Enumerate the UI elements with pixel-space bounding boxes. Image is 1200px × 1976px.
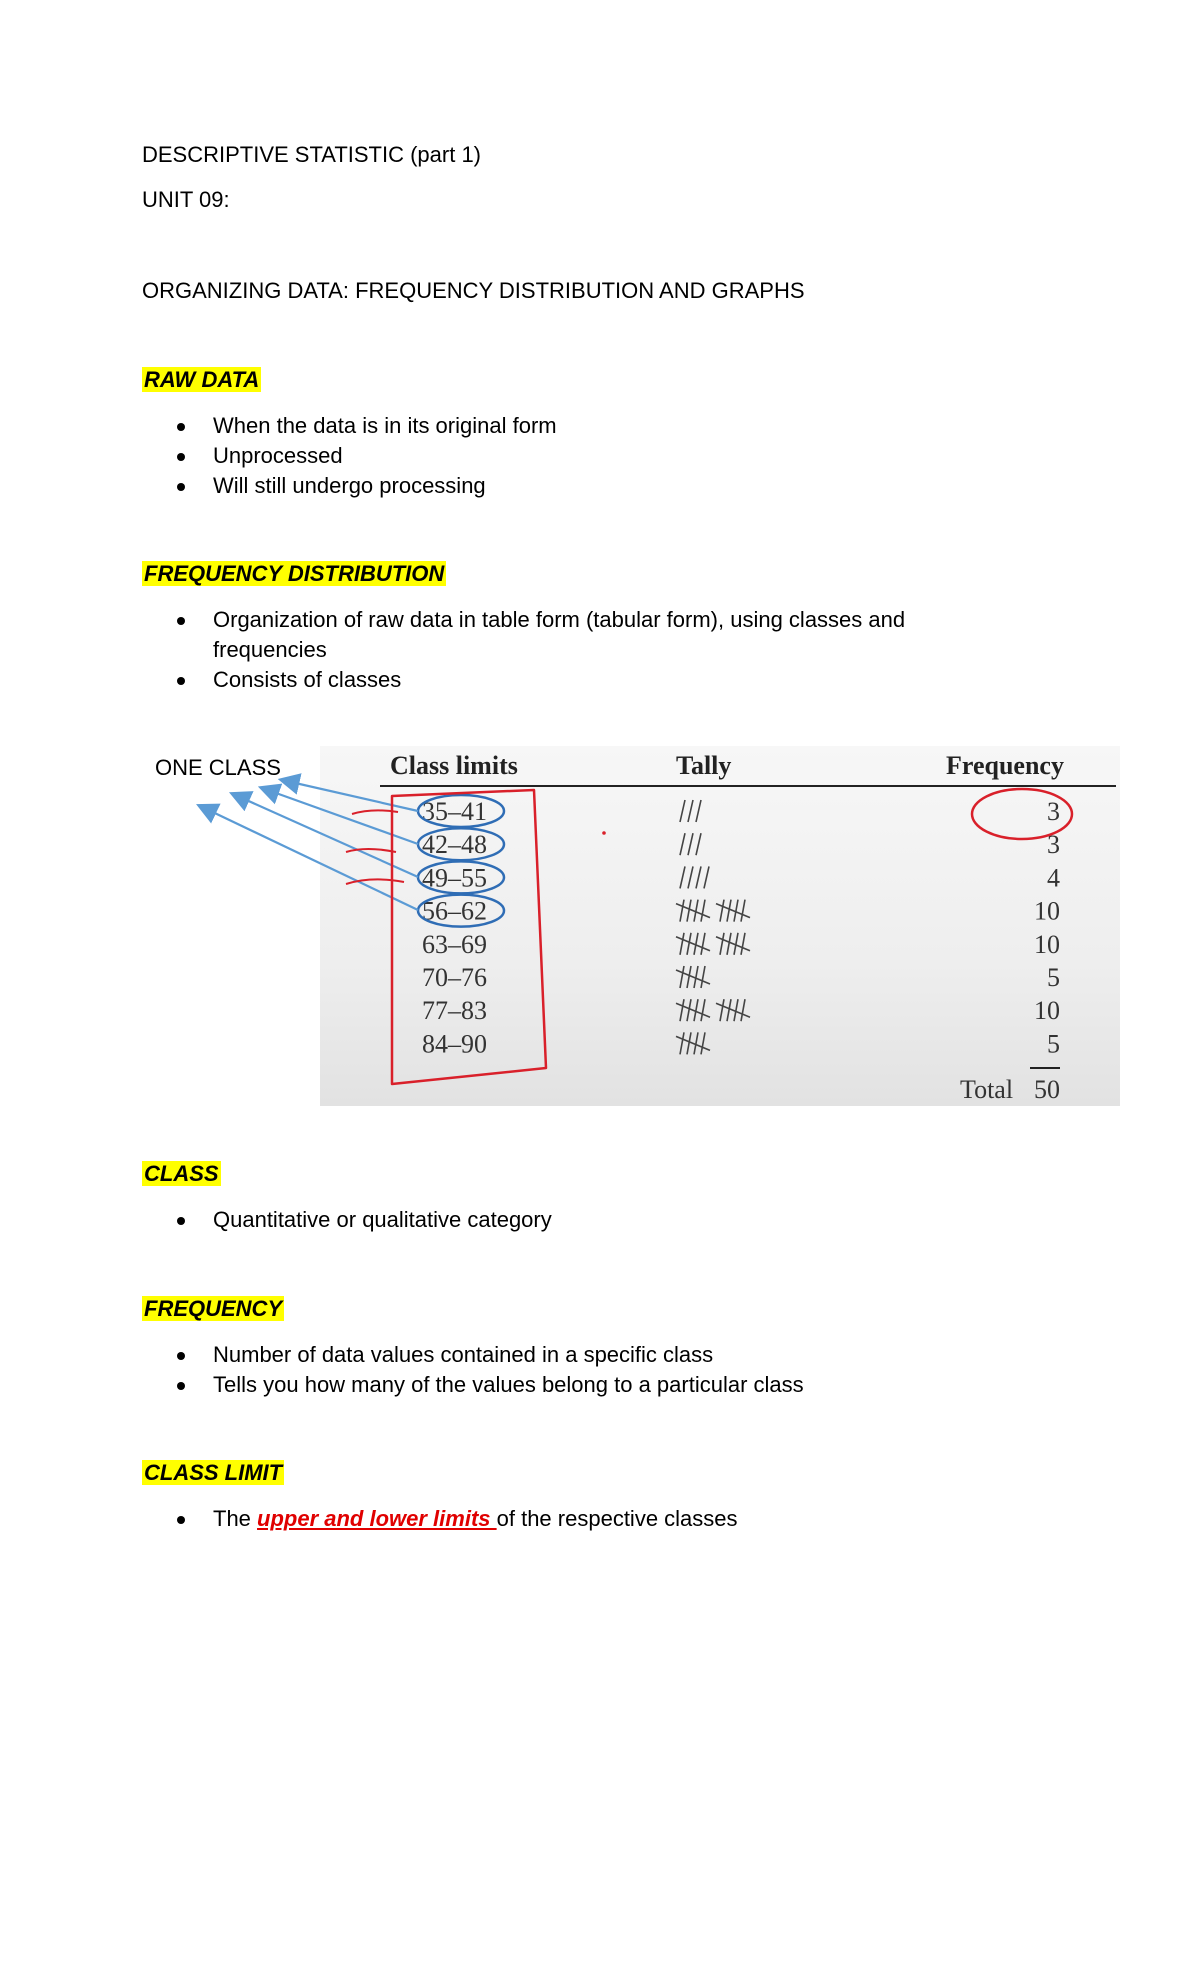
- tally-stroke: [701, 1032, 705, 1054]
- tally-stroke: [727, 933, 731, 955]
- class-limit-emphasis: upper and lower limits: [257, 1506, 497, 1531]
- tally-stroke: [696, 866, 701, 888]
- class-limit-cell: 35–41: [422, 797, 487, 826]
- tally-cell: [680, 866, 709, 888]
- class-heading: CLASS: [144, 1161, 219, 1186]
- tally-cell: [676, 1032, 710, 1054]
- tally-stroke: [720, 933, 724, 955]
- tally-stroke: [704, 866, 709, 888]
- frequency-cell: 5: [1047, 963, 1060, 992]
- list-item: Tells you how many of the values belong to a particular class: [142, 1370, 993, 1400]
- tally-stroke: [741, 900, 745, 922]
- tally-stroke: [680, 833, 685, 855]
- list-item: Will still undergo processing: [142, 471, 993, 501]
- tally-stroke: [680, 999, 684, 1021]
- list-item: Consists of classes: [142, 665, 993, 695]
- class-limit-prefix: The: [213, 1506, 258, 1531]
- class-limit-list: [142, 1504, 993, 1534]
- tally-stroke: [687, 999, 691, 1021]
- column-header-frequency: Frequency: [946, 751, 1064, 780]
- table-rows: [422, 797, 1060, 1058]
- tally-cell: [676, 900, 750, 922]
- frequency-cell: 5: [1047, 1029, 1060, 1059]
- frequency-cell: 10: [1034, 996, 1060, 1026]
- tally-cell: [680, 800, 701, 822]
- tally-stroke: [687, 966, 691, 988]
- class-list: [142, 1205, 993, 1235]
- tally-stroke: [701, 999, 705, 1021]
- frequency-cell: 4: [1047, 863, 1060, 893]
- class-limit-cell: 56–62: [422, 896, 487, 926]
- class-limit-cell: 77–83: [422, 996, 487, 1026]
- tally-stroke: [680, 933, 684, 955]
- column-header-tally: Tally: [676, 751, 732, 780]
- class-heading-line: [142, 1161, 221, 1187]
- frequency-heading-line: [142, 1296, 284, 1322]
- class-limit-heading: CLASS LIMIT: [144, 1460, 283, 1485]
- tally-cell: [676, 999, 750, 1021]
- tally-stroke: [720, 900, 724, 922]
- class-limit-cell: 49–55: [422, 863, 487, 893]
- class-limit-cell: 70–76: [422, 963, 487, 992]
- list-item: [142, 1504, 993, 1534]
- freq-dist-heading-line: [142, 561, 446, 587]
- total-value: 50: [1034, 1075, 1060, 1104]
- frequency-cell: 10: [1034, 929, 1060, 959]
- frequency-heading: FREQUENCY: [144, 1296, 283, 1321]
- tally-stroke: [680, 800, 685, 822]
- frequency-distribution-list: [142, 605, 993, 695]
- tally-stroke: [701, 966, 705, 988]
- list-item: Quantitative or qualitative category: [142, 1205, 993, 1235]
- tally-cell: [680, 833, 701, 855]
- list-item: Number of data values contained in a specific class: [142, 1340, 993, 1370]
- tally-stroke: [680, 966, 684, 988]
- tally-stroke: [727, 999, 731, 1021]
- tally-stroke: [688, 866, 693, 888]
- frequency-list: [142, 1340, 993, 1400]
- class-limit-cell: 42–48: [422, 830, 487, 860]
- tally-stroke: [687, 1032, 691, 1054]
- tally-stroke: [741, 999, 745, 1021]
- class-limit-cell: 63–69: [422, 929, 487, 959]
- total-label: Total: [960, 1075, 1014, 1104]
- list-item-text: Organization of raw data in table form (tabular form), using classes and frequencies: [213, 607, 906, 662]
- tally-stroke: [688, 833, 693, 855]
- tally-stroke: [687, 933, 691, 955]
- tally-stroke: [680, 1032, 684, 1054]
- unit-label: UNIT 09:: [142, 187, 230, 212]
- class-limit-cell: 84–90: [422, 1029, 487, 1059]
- frequency-table: [320, 746, 1120, 1106]
- raw-data-heading-line: [142, 367, 261, 393]
- tally-stroke: [688, 800, 693, 822]
- frequency-table-image: [320, 746, 1120, 1106]
- topic-title: ORGANIZING DATA: FREQUENCY DISTRIBUTION AND GRAPHS: [142, 278, 805, 303]
- column-header-class-limits: Class limits: [390, 751, 518, 780]
- class-limit-suffix: of the respective classes: [496, 1506, 738, 1531]
- document-title: DESCRIPTIVE STATISTIC (part 1): [142, 142, 482, 167]
- class-limit-heading-line: [142, 1460, 284, 1486]
- tally-stroke: [680, 866, 685, 888]
- list-item: When the data is in its original form: [142, 411, 993, 441]
- frequency-cell: 3: [1047, 830, 1060, 860]
- tally-stroke: [741, 933, 745, 955]
- tally-stroke: [680, 900, 684, 922]
- tally-stroke: [687, 900, 691, 922]
- raw-data-list: [142, 411, 993, 501]
- frequency-distribution-heading: FREQUENCY DISTRIBUTION: [144, 561, 445, 586]
- tally-stroke: [701, 933, 705, 955]
- tally-stroke: [701, 900, 705, 922]
- raw-data-heading: RAW DATA: [144, 367, 260, 392]
- list-item: Unprocessed: [142, 441, 993, 471]
- frequency-cell: 10: [1034, 896, 1060, 926]
- tally-cell: [676, 933, 750, 955]
- tally-stroke: [720, 999, 724, 1021]
- list-item: [142, 605, 963, 665]
- frequency-cell: 3: [1047, 797, 1060, 826]
- one-class-annotation: ONE CLASS: [155, 755, 281, 780]
- tally-stroke: [727, 900, 731, 922]
- tally-stroke: [696, 833, 701, 855]
- tally-cell: [676, 966, 710, 988]
- tally-stroke: [696, 800, 701, 822]
